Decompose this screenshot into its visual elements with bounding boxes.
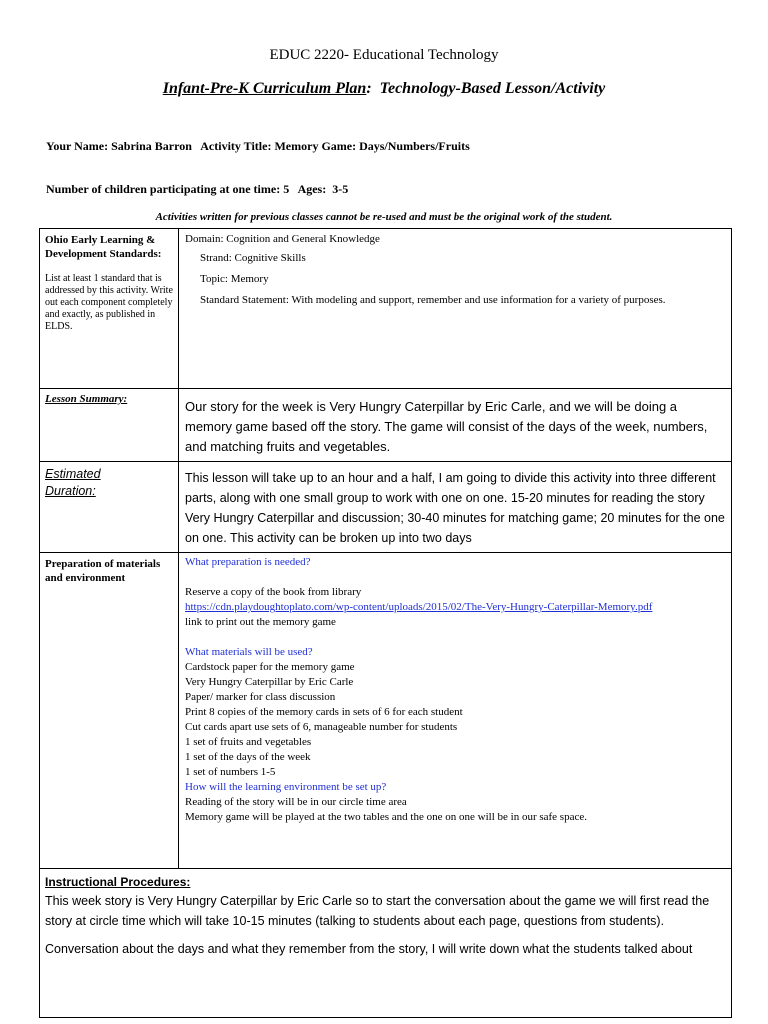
name-activity-line (46, 139, 470, 154)
material-item: Very Hungry Caterpillar by Eric Carle (185, 676, 354, 688)
standards-instructions: List at least 1 standard that is addressed by this activity. Write out each component completely and exactly, as published in ELDS. (45, 273, 173, 332)
activity-value: Memory Game: Days/Numbers/Fruits (274, 139, 470, 153)
ages-label: Ages: (297, 182, 327, 196)
material-item: 1 set of the days of the week (185, 751, 311, 763)
course-title: EDUC 2220- Educational Technology (269, 47, 499, 63)
environment-item: Memory game will be played at the two tables and the one on one will be in our safe space. (185, 811, 587, 823)
instructional-heading: Instructional Procedures: (45, 875, 191, 889)
standards-label-cell (40, 229, 179, 389)
material-item: Cut cards apart use sets of 6, manageable number for students (185, 721, 458, 733)
duration-text: This lesson will take up to an hour and a half, I am going to divide this activity into three different parts, along with one small group to work with one on one. 15-20 minutes for reading the story Very Hungry Caterpillar and discussion; 30-40 minutes for matching game; 20 minutes for the one on one. This activity can be broken up into two days (185, 471, 725, 545)
standards-strand: Strand: Cognitive Skills (200, 252, 306, 264)
name-label: Your Name: (46, 139, 109, 153)
prep-question-needed: What preparation is needed? (185, 556, 311, 568)
material-item: 1 set of fruits and vegetables (185, 736, 312, 748)
environment-item: Reading of the story will be in our circle time area (185, 796, 407, 808)
prep-question-materials: What materials will be used? (185, 646, 313, 658)
summary-label-cell (40, 389, 179, 462)
activity-label: Activity Title: (200, 139, 272, 153)
ages-value: 3-5 (332, 182, 349, 196)
duration-row (40, 462, 732, 553)
material-item: Print 8 copies of the memory cards in sets of 6 for each student (185, 706, 463, 718)
summary-content-cell (179, 389, 732, 462)
preparation-label-cell (40, 553, 179, 869)
originality-notice: Activities written for previous classes cannot be re-used and must be the original work of the student. (155, 211, 613, 223)
duration-heading-2: Duration: (45, 484, 96, 498)
standards-domain: Domain: Cognition and General Knowledge (185, 233, 380, 245)
participants-line (46, 182, 348, 197)
summary-text: Our story for the week is Very Hungry Caterpillar by Eric Carle, and we will be doing a memory game based off the story. The game will consist of the days of the week, numbers, and matching fruits and vegetables. (185, 399, 708, 454)
summary-heading: Lesson Summary: (45, 393, 128, 405)
instructional-paragraph-1: This week story is Very Hungry Caterpillar by Eric Carle so to start the conversation about the game we will first read the story at circle time which will take 10-15 minutes (talking to students about each page, questions from students). (45, 894, 710, 928)
instructional-cell (40, 869, 732, 1018)
summary-row (40, 389, 732, 462)
count-label: Number of children participating at one time: (46, 182, 281, 196)
plan-title-separator: : (366, 80, 372, 97)
instructional-row (40, 869, 732, 1018)
plan-title-sub: Technology-Based Lesson/Activity (379, 80, 606, 97)
plan-title (0, 80, 768, 98)
duration-label-cell (40, 462, 179, 553)
standards-topic: Topic: Memory (200, 273, 269, 285)
duration-heading-1: Estimated (45, 467, 101, 481)
standards-row (40, 229, 732, 389)
preparation-row (40, 553, 732, 869)
material-item: 1 set of numbers 1-5 (185, 766, 276, 778)
prep-link-note: link to print out the memory game (185, 616, 336, 628)
prep-reserve-book: Reserve a copy of the book from library (185, 586, 362, 598)
material-item: Paper/ marker for class discussion (185, 691, 336, 703)
instructional-paragraph-2: Conversation about the days and what they remember from the story, I will write down what the students talked about (45, 942, 693, 956)
prep-memory-game-link[interactable]: https://cdn.playdoughtoplato.com/wp-content/uploads/2015/02/The-Very-Hungry-Caterpillar-Memory.pdf (185, 601, 653, 613)
prep-question-environment: How will the learning environment be set up? (185, 781, 387, 793)
standards-content-cell (179, 229, 732, 389)
count-value: 5 (283, 182, 290, 196)
preparation-heading: Preparation of materials and environment (45, 558, 161, 584)
name-value: Sabrina Barron (111, 139, 192, 153)
preparation-content-cell (179, 553, 732, 869)
standards-statement: Standard Statement: With modeling and support, remember and use information for a variety of purposes. (200, 294, 666, 306)
plan-title-main: Infant-Pre-K Curriculum Plan (162, 80, 367, 97)
duration-content-cell (179, 462, 732, 553)
curriculum-plan-table (39, 228, 732, 1018)
standards-heading: Ohio Early Learning & Development Standards: (45, 234, 162, 260)
material-item: Cardstock paper for the memory game (185, 661, 355, 673)
